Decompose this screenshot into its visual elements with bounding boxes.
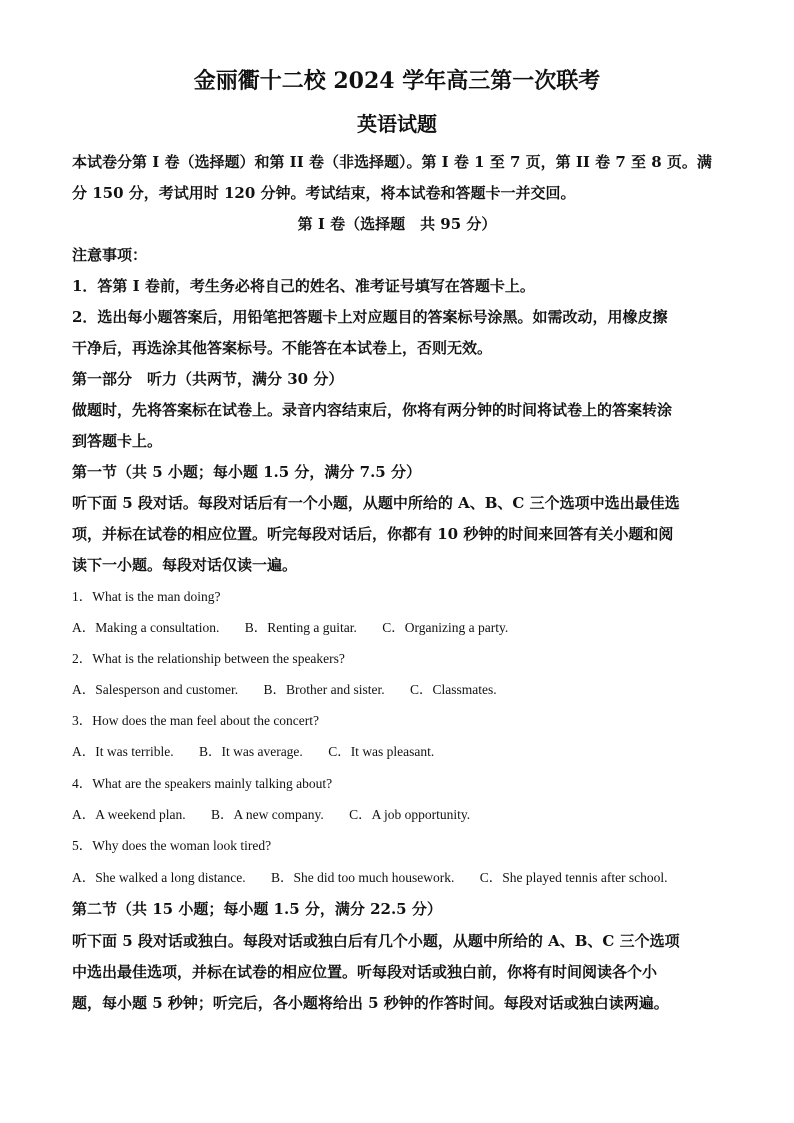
notes-heading: 注意事项： — [72, 246, 148, 264]
section2-heading: 第二节（共 15 小题；每小题 1.5 分，满分 22.5 分） — [72, 900, 442, 918]
section1-heading: 第一节（共 5 小题；每小题 1.5 分，满分 7.5 分） — [72, 463, 421, 481]
exam-title: 金丽衢十二校 2024 学年高三第一次联考 — [193, 68, 601, 94]
question-3-option-a: A．It was terrible. — [72, 744, 174, 759]
question-1-option-c: C．Organizing a party. — [382, 620, 509, 635]
question-3-stem: 3．How does the man feel about the concert? — [72, 713, 320, 728]
question-2-option-a: A．Salesperson and customer. — [72, 682, 239, 697]
part1-heading: 第一部分 听力（共两节，满分 30 分） — [72, 370, 344, 388]
section2-instr-line-3: 题，每小题 5 秒钟；听完后，各小题将给出 5 秒钟的作答时间。每段对话或独白读两遍。 — [72, 994, 669, 1012]
question-1-option-b: B．Renting a guitar. — [244, 620, 357, 635]
question-2-option-c: C．Classmates. — [409, 682, 497, 697]
question-5-option-c: C．She played tennis after school. — [479, 870, 668, 885]
question-1-options — [72, 618, 732, 638]
section2-instr-line-1: 听下面 5 段对话或独白。每段对话或独白后有几个小题，从题中所给的 A、B、C 三个选项 — [72, 932, 680, 950]
intro-line-1: 本试卷分第 I 卷（选择题）和第 II 卷（非选择题）。第 I 卷 1 至 7 页，第 II 卷 7 至 8 页。满 — [72, 153, 712, 171]
intro-line-2: 分 150 分，考试用时 120 分钟。考试结束，将本试卷和答题卡一并交回。 — [72, 184, 576, 202]
question-1-stem: 1．What is the man doing? — [72, 589, 221, 604]
section2-instr-line-2: 中选出最佳选项，并标在试卷的相应位置。听每段对话或独白前，你将有时间阅读各个小 — [72, 963, 658, 981]
question-1-option-a: A．Making a consultation. — [72, 620, 220, 635]
part1-instr-line-1: 做题时，先将答案标在试卷上。录音内容结束后，你将有两分钟的时间将试卷上的答案转涂 — [72, 401, 673, 419]
question-4-option-c: C．A job opportunity. — [349, 807, 471, 822]
question-4-option-b: B．A new company. — [210, 807, 324, 822]
section1-instr-line-3: 读下一小题。每段对话仅读一遍。 — [72, 556, 298, 574]
part1-instr-line-2: 到答题卡上。 — [72, 432, 163, 450]
notes-item-2-line-1: 2．选出每小题答案后，用铅笔把答题卡上对应题目的答案标号涂黑。如需改动，用橡皮擦 — [72, 308, 668, 326]
section1-instr-line-1: 听下面 5 段对话。每段对话后有一个小题，从题中所给的 A、B、C 三个选项中选出最佳选 — [72, 494, 680, 512]
question-4-option-a: A．A weekend plan. — [72, 807, 186, 822]
notes-item-1: 1．答第 I 卷前，考生务必将自己的姓名、准考证号填写在答题卡上。 — [72, 277, 535, 295]
question-2-options — [72, 680, 732, 700]
question-3-options — [72, 742, 732, 762]
question-4-stem: 4．What are the speakers mainly talking about? — [72, 776, 333, 791]
section1-instr-line-2: 项，并标在试卷的相应位置。听完每段对话后，你都有 10 秒钟的时间来回答有关小题和阅 — [72, 525, 674, 543]
question-3-option-b: B．It was average. — [198, 744, 303, 759]
question-5-stem: 5．Why does the woman look tired? — [72, 838, 272, 853]
question-4-options — [72, 805, 732, 825]
question-5-option-a: A．She walked a long distance. — [72, 870, 246, 885]
question-5-option-b: B．She did too much housework. — [270, 870, 455, 885]
question-2-option-b: B．Brother and sister. — [263, 682, 385, 697]
volume-heading: 第 I 卷（选择题 共 95 分） — [297, 215, 497, 233]
question-2-stem: 2．What is the relationship between the speakers? — [72, 651, 345, 666]
notes-item-2-line-2: 干净后，再选涂其他答案标号。不能答在本试卷上，否则无效。 — [72, 339, 493, 357]
exam-subtitle: 英语试题 — [357, 112, 437, 136]
question-3-option-c: C．It was pleasant. — [328, 744, 435, 759]
question-5-options — [72, 868, 732, 888]
